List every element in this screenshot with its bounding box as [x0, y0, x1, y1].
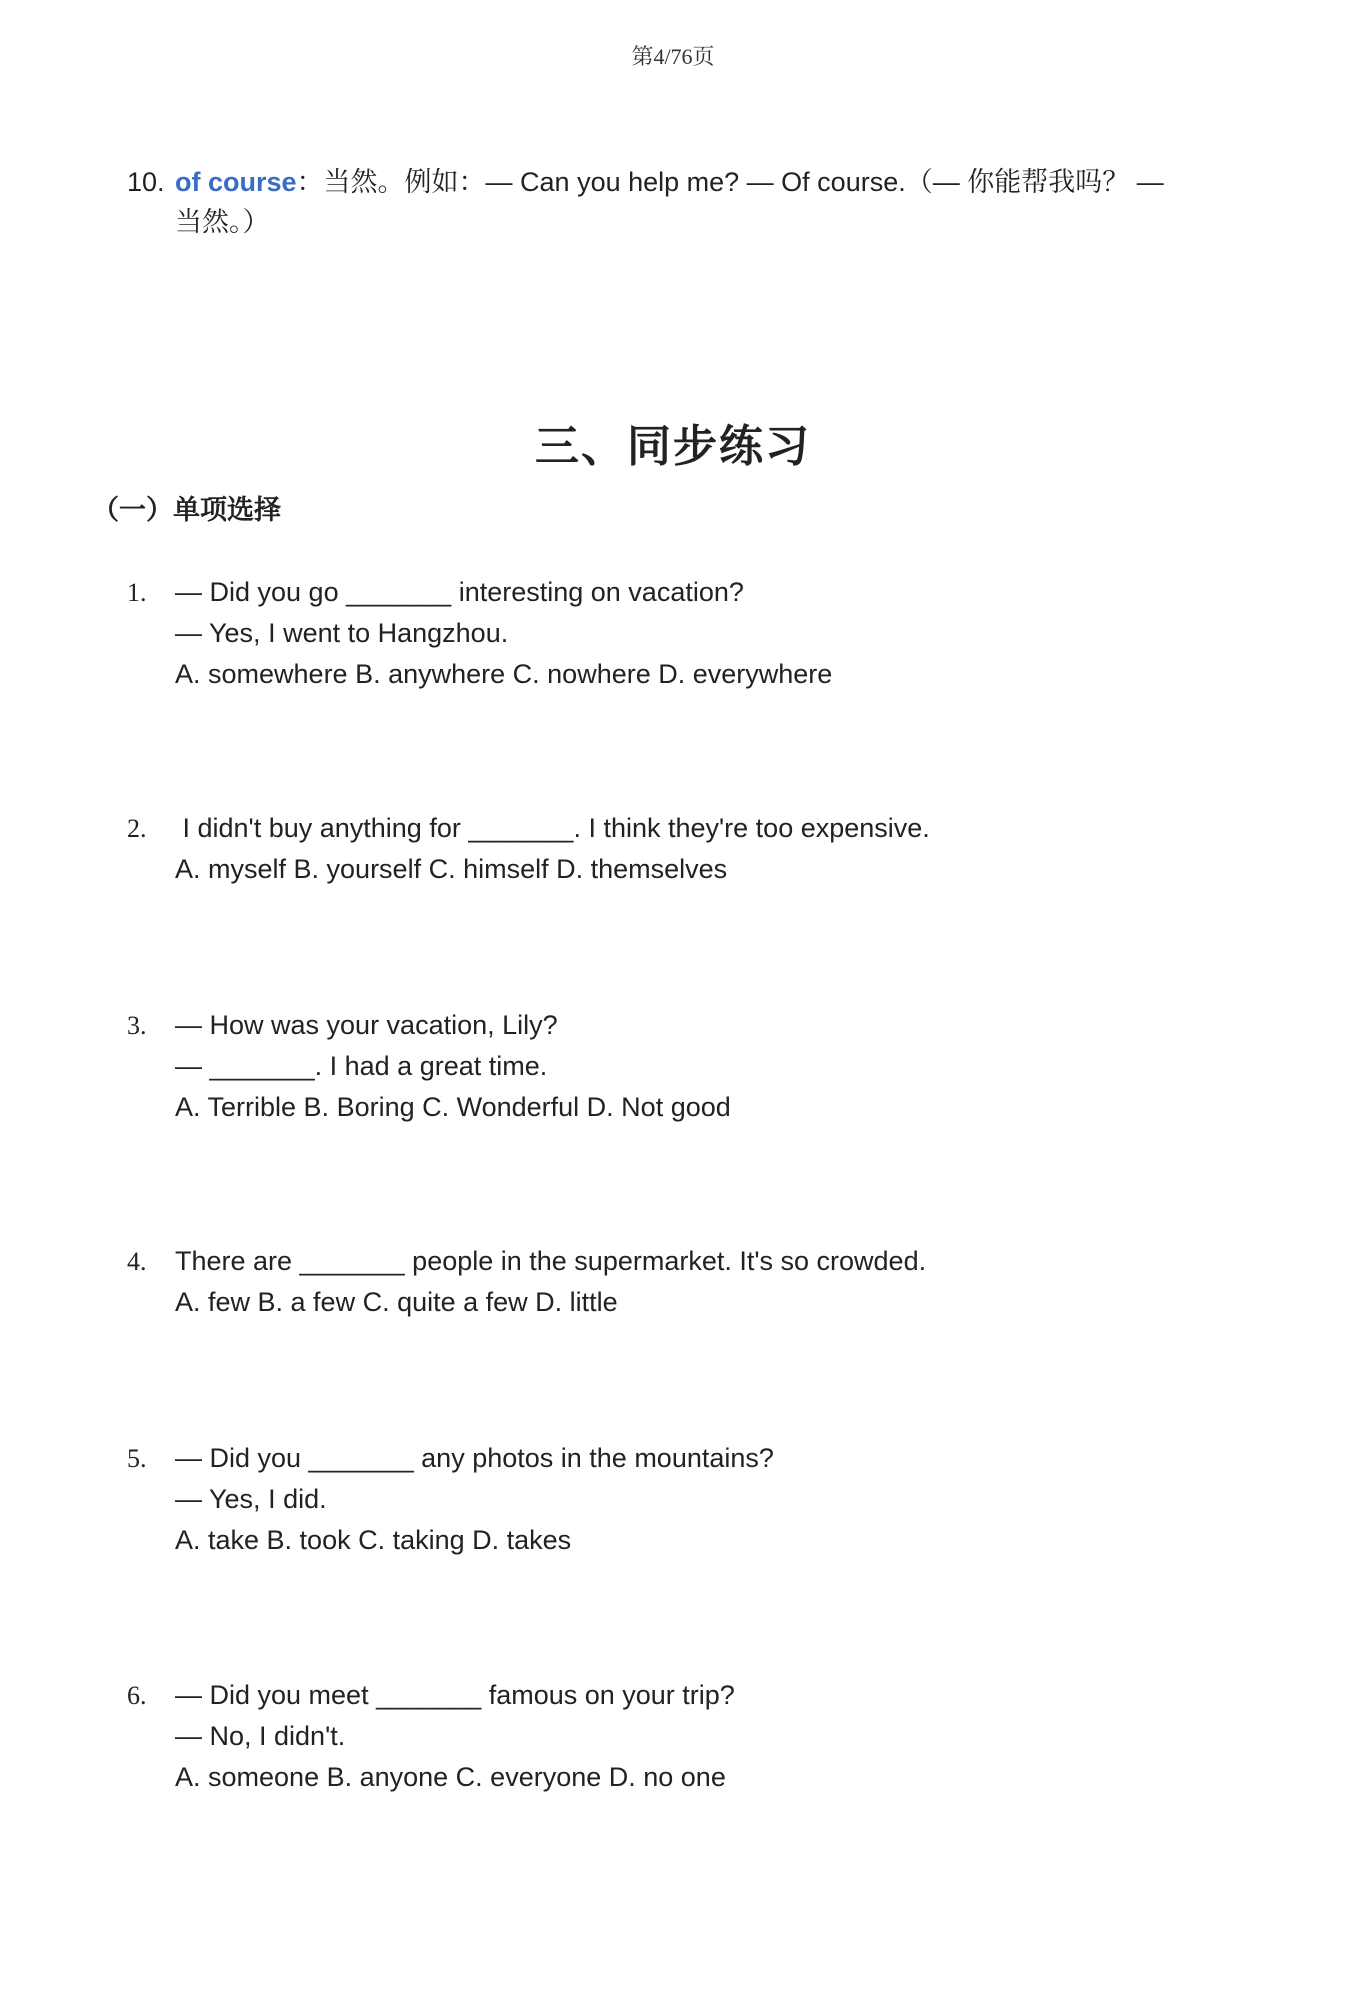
vocab-term: of course [175, 167, 297, 197]
question-options: A. Terrible B. Boring C. Wonderful D. Not good [175, 1092, 731, 1122]
question-options: A. someone B. anyone C. everyone D. no one [175, 1762, 726, 1792]
question-text-line: — Yes, I did. [175, 1484, 327, 1514]
question-number: 1. [127, 578, 147, 607]
question-number: 2. [127, 814, 147, 843]
question-body [175, 1675, 1227, 1798]
question-options: A. myself B. yourself C. himself D. themselves [175, 854, 728, 884]
question-text-line: — Did you _______ any photos in the mountains? [175, 1443, 774, 1473]
question-options: A. somewhere B. anywhere C. nowhere D. everywhere [175, 659, 833, 689]
question-item [127, 808, 1227, 890]
page-indicator: 第4/76页 [631, 44, 715, 69]
question-body [175, 808, 1227, 890]
question-body [175, 1005, 1227, 1128]
question-item [127, 572, 1227, 695]
question-text-line: — No, I didn't. [175, 1721, 346, 1751]
question-options: A. take B. took C. taking D. takes [175, 1525, 572, 1555]
question-number: 3. [127, 1011, 147, 1040]
question-options: A. few B. a few C. quite a few D. little [175, 1287, 618, 1317]
question-text-line: — How was your vacation, Lily? [175, 1010, 558, 1040]
question-text-line: — Yes, I went to Hangzhou. [175, 618, 509, 648]
question-text-line: — Did you meet _______ famous on your trip? [175, 1680, 735, 1710]
question-item [127, 1005, 1227, 1128]
question-body [175, 1241, 1227, 1323]
question-body [175, 1438, 1227, 1561]
question-number: 6. [127, 1681, 147, 1710]
question-item [127, 1438, 1227, 1561]
vocab-item-of-course [127, 162, 1227, 242]
vocab-definition-line-1: ：当然。例如：— Can you help me? — Of course.（— 你能帮我吗？ — [296, 167, 1164, 197]
question-item [127, 1675, 1227, 1798]
vocab-definition-line-2: 当然。） [175, 207, 270, 237]
question-text-line: There are _______ people in the supermarket. It's so crowded. [175, 1246, 927, 1276]
question-body [175, 572, 1227, 695]
section-title: 三、同步练习 [535, 421, 811, 472]
question-number: 4. [127, 1247, 147, 1276]
question-item [127, 1241, 1227, 1323]
question-number: 5. [127, 1444, 147, 1473]
subsection-title: （一）单项选择 [92, 495, 281, 526]
question-text-line: — Did you go _______ interesting on vacation? [175, 577, 744, 607]
vocab-item-number: 10. [127, 167, 165, 197]
vocab-item-body [175, 162, 1227, 242]
question-text-line: I didn't buy anything for _______. I think they're too expensive. [175, 813, 930, 843]
question-text-line: — _______. I had a great time. [175, 1051, 548, 1081]
